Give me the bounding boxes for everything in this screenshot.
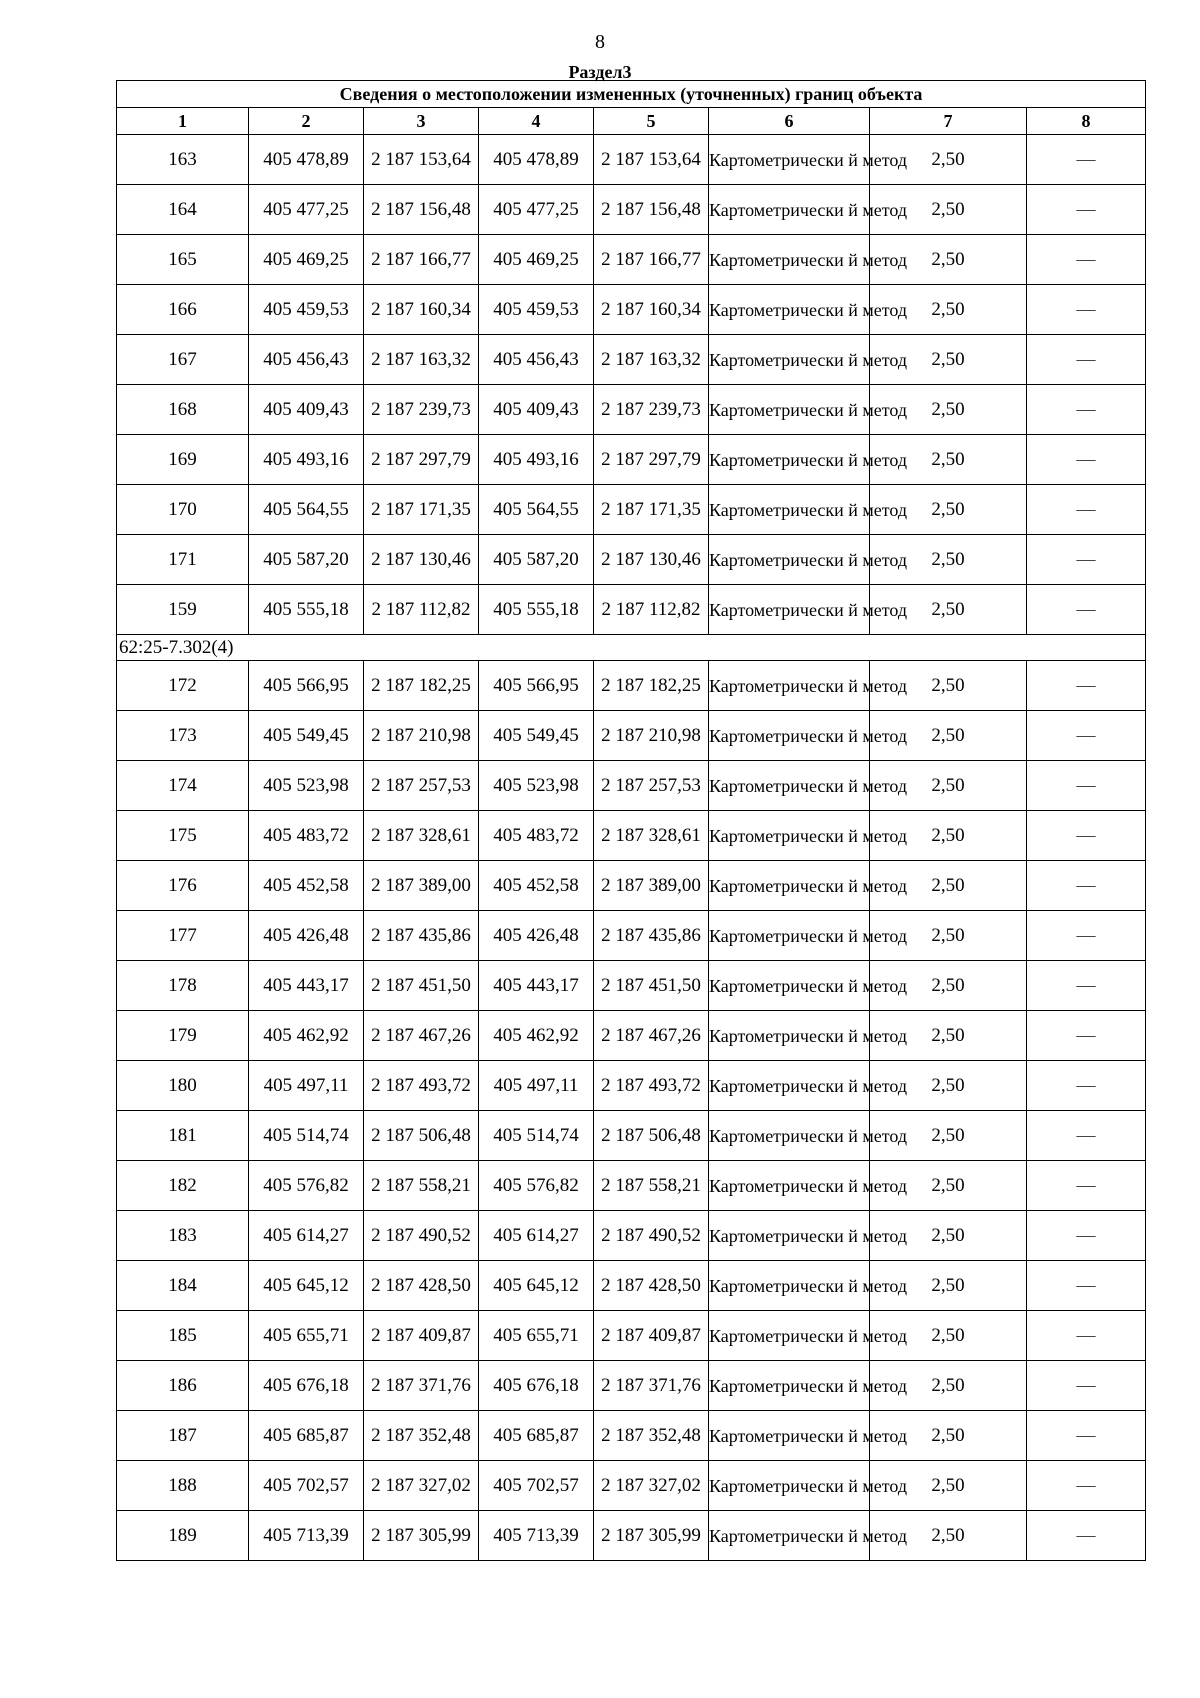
table-cell: Картометрически й метод <box>709 861 870 911</box>
table-row <box>117 761 1146 811</box>
table-cell: 180 <box>117 1061 249 1111</box>
table-cell: 173 <box>117 711 249 761</box>
table-cell: 2 187 506,48 <box>594 1111 709 1161</box>
table-cell: 2 187 327,02 <box>364 1461 479 1511</box>
table-cell: — <box>1027 1511 1146 1561</box>
table-cell: 405 614,27 <box>479 1211 594 1261</box>
table-cell: — <box>1027 135 1146 185</box>
table-cell: 405 555,18 <box>249 585 364 635</box>
table-cell: 405 497,11 <box>249 1061 364 1111</box>
table-cell: 2 187 328,61 <box>364 811 479 861</box>
table-cell: 405 469,25 <box>249 235 364 285</box>
table-cell: Картометрически й метод <box>709 811 870 861</box>
table-cell: — <box>1027 911 1146 961</box>
table-cell: 405 549,45 <box>249 711 364 761</box>
table-cell: 2 187 493,72 <box>594 1061 709 1111</box>
table-cell: 405 566,95 <box>249 661 364 711</box>
table-row <box>117 661 1146 711</box>
table-cell: — <box>1027 811 1146 861</box>
table-cell: — <box>1027 711 1146 761</box>
table-cell: 2,50 <box>870 335 1027 385</box>
table-cell: 2 187 558,21 <box>594 1161 709 1211</box>
table-cell: 2 187 467,26 <box>594 1011 709 1061</box>
column-header: 8 <box>1027 108 1146 135</box>
column-header: 2 <box>249 108 364 135</box>
table-row <box>117 1511 1146 1561</box>
table-cell: 2 187 239,73 <box>364 385 479 435</box>
table-cell: 2 187 558,21 <box>364 1161 479 1211</box>
table-cell: Картометрически й метод <box>709 1411 870 1461</box>
group-label: 62:25-7.302(4) <box>117 635 1146 661</box>
table-cell: — <box>1027 1211 1146 1261</box>
table-cell: 2 187 490,52 <box>594 1211 709 1261</box>
table-cell: Картометрически й метод <box>709 185 870 235</box>
table-cell: 175 <box>117 811 249 861</box>
table-cell: 172 <box>117 661 249 711</box>
table-cell: 2 187 371,76 <box>364 1361 479 1411</box>
table-cell: — <box>1027 1261 1146 1311</box>
table-cell: 2 187 130,46 <box>594 535 709 585</box>
table-cell: 2 187 239,73 <box>594 385 709 435</box>
table-cell: 170 <box>117 485 249 535</box>
table-cell: — <box>1027 1111 1146 1161</box>
table-cell: 2 187 305,99 <box>594 1511 709 1561</box>
table-cell: Картометрически й метод <box>709 385 870 435</box>
table-cell: 2,50 <box>870 535 1027 585</box>
table-cell: — <box>1027 1061 1146 1111</box>
table-cell: 2,50 <box>870 1161 1027 1211</box>
table-cell: 2,50 <box>870 911 1027 961</box>
table-cell: 405 426,48 <box>479 911 594 961</box>
table-row <box>117 1061 1146 1111</box>
table-cell: 405 587,20 <box>479 535 594 585</box>
table-cell: 405 409,43 <box>249 385 364 435</box>
table-cell: 2,50 <box>870 811 1027 861</box>
table-body <box>117 135 1146 1561</box>
table-cell: 405 523,98 <box>479 761 594 811</box>
table-cell: 2 187 171,35 <box>594 485 709 535</box>
table-cell: — <box>1027 961 1146 1011</box>
table-cell: 405 655,71 <box>249 1311 364 1361</box>
table-cell: 2 187 506,48 <box>364 1111 479 1161</box>
table-row <box>117 185 1146 235</box>
table-cell: 405 523,98 <box>249 761 364 811</box>
table-cell: 405 514,74 <box>249 1111 364 1161</box>
table-cell: Картометрически й метод <box>709 1161 870 1211</box>
table-row <box>117 1411 1146 1461</box>
table-cell: 167 <box>117 335 249 385</box>
column-header: 5 <box>594 108 709 135</box>
table-cell: 163 <box>117 135 249 185</box>
column-header: 4 <box>479 108 594 135</box>
table-cell: 2 187 160,34 <box>594 285 709 335</box>
table-cell: 2 187 409,87 <box>594 1311 709 1361</box>
table-cell: 405 462,92 <box>479 1011 594 1061</box>
table-cell: 405 555,18 <box>479 585 594 635</box>
table-row <box>117 1011 1146 1061</box>
table-cell: Картометрически й метод <box>709 485 870 535</box>
table-cell: 405 456,43 <box>479 335 594 385</box>
table-cell: 2 187 490,52 <box>364 1211 479 1261</box>
table-row <box>117 435 1146 485</box>
table-cell: Картометрически й метод <box>709 911 870 961</box>
table-cell: 405 713,39 <box>249 1511 364 1561</box>
table-row <box>117 1111 1146 1161</box>
table-cell: 177 <box>117 911 249 961</box>
column-header: 6 <box>709 108 870 135</box>
table-cell: — <box>1027 435 1146 485</box>
table-cell: 405 452,58 <box>249 861 364 911</box>
table-cell: 2,50 <box>870 185 1027 235</box>
table-cell: Картометрически й метод <box>709 1111 870 1161</box>
table-cell: 405 452,58 <box>479 861 594 911</box>
table-cell: 2 187 389,00 <box>364 861 479 911</box>
table-cell: 2,50 <box>870 235 1027 285</box>
table-cell: 2 187 156,48 <box>594 185 709 235</box>
table-cell: 169 <box>117 435 249 485</box>
table-cell: 186 <box>117 1361 249 1411</box>
table-cell: — <box>1027 485 1146 535</box>
table-cell: 405 587,20 <box>249 535 364 585</box>
table-cell: 405 564,55 <box>249 485 364 535</box>
table-cell: 2,50 <box>870 1111 1027 1161</box>
table-cell: 405 493,16 <box>479 435 594 485</box>
table-cell: 405 564,55 <box>479 485 594 535</box>
table-cell: Картометрически й метод <box>709 435 870 485</box>
table-cell: 405 576,82 <box>249 1161 364 1211</box>
table-cell: — <box>1027 1461 1146 1511</box>
table-cell: 176 <box>117 861 249 911</box>
table-cell: 405 409,43 <box>479 385 594 435</box>
table-cell: 2,50 <box>870 1461 1027 1511</box>
table-cell: 2 187 182,25 <box>594 661 709 711</box>
table-cell: 405 478,89 <box>479 135 594 185</box>
table-cell: 2,50 <box>870 1061 1027 1111</box>
table-cell: Картометрически й метод <box>709 135 870 185</box>
table-cell: 405 713,39 <box>479 1511 594 1561</box>
table-cell: Картометрически й метод <box>709 1511 870 1561</box>
table-cell: 2 187 166,77 <box>364 235 479 285</box>
table-cell: 2 187 297,79 <box>594 435 709 485</box>
table-cell: 405 614,27 <box>249 1211 364 1261</box>
table-cell: 405 645,12 <box>249 1261 364 1311</box>
table-cell: 2 187 112,82 <box>364 585 479 635</box>
table-cell: — <box>1027 335 1146 385</box>
table-cell: 405 685,87 <box>249 1411 364 1461</box>
table-row <box>117 235 1146 285</box>
table-cell: 2 187 166,77 <box>594 235 709 285</box>
table-cell: 405 462,92 <box>249 1011 364 1061</box>
table-caption-row <box>117 81 1146 108</box>
table-cell: Картометрически й метод <box>709 335 870 385</box>
table-row <box>117 585 1146 635</box>
table-cell: 2 187 153,64 <box>364 135 479 185</box>
table-cell: 405 443,17 <box>249 961 364 1011</box>
table-cell: 405 426,48 <box>249 911 364 961</box>
table-cell: — <box>1027 661 1146 711</box>
table-cell: 159 <box>117 585 249 635</box>
table-cell: 405 645,12 <box>479 1261 594 1311</box>
table-cell: 405 702,57 <box>249 1461 364 1511</box>
table-cell: 189 <box>117 1511 249 1561</box>
table-cell: — <box>1027 185 1146 235</box>
table-cell: 2,50 <box>870 1411 1027 1461</box>
table-row <box>117 535 1146 585</box>
coordinates-table <box>116 80 1146 1561</box>
table-cell: 2,50 <box>870 135 1027 185</box>
table-cell: 405 469,25 <box>479 235 594 285</box>
table-cell: 178 <box>117 961 249 1011</box>
table-row <box>117 711 1146 761</box>
section-title: Раздел3 <box>568 62 632 82</box>
table-cell: 164 <box>117 185 249 235</box>
table-cell: 2 187 112,82 <box>594 585 709 635</box>
table-cell: 187 <box>117 1411 249 1461</box>
table-cell: 405 549,45 <box>479 711 594 761</box>
table-cell: 2 187 352,48 <box>364 1411 479 1461</box>
table-cell: 181 <box>117 1111 249 1161</box>
table-row <box>117 135 1146 185</box>
table-cell: 405 483,72 <box>479 811 594 861</box>
table-cell: 2 187 352,48 <box>594 1411 709 1461</box>
table-cell: — <box>1027 235 1146 285</box>
table-row <box>117 335 1146 385</box>
table-cell: 2 187 257,53 <box>364 761 479 811</box>
table-cell: Картометрически й метод <box>709 711 870 761</box>
table-cell: — <box>1027 585 1146 635</box>
table-cell: Картометрически й метод <box>709 1061 870 1111</box>
table-cell: 2 187 451,50 <box>364 961 479 1011</box>
table-cell: 179 <box>117 1011 249 1061</box>
table-cell: 405 497,11 <box>479 1061 594 1111</box>
table-cell: 2 187 327,02 <box>594 1461 709 1511</box>
table-cell: 405 576,82 <box>479 1161 594 1211</box>
table-cell: 405 477,25 <box>479 185 594 235</box>
table-cell: 165 <box>117 235 249 285</box>
table-cell: 2 187 163,32 <box>594 335 709 385</box>
table-cell: — <box>1027 1361 1146 1411</box>
table-cell: 405 676,18 <box>249 1361 364 1411</box>
table-cell: 405 443,17 <box>479 961 594 1011</box>
table-cell: 2,50 <box>870 961 1027 1011</box>
table-cell: 405 655,71 <box>479 1311 594 1361</box>
table-cell: — <box>1027 1011 1146 1061</box>
table-cell: Картометрически й метод <box>709 661 870 711</box>
table-cell: 405 459,53 <box>249 285 364 335</box>
table-cell: 2,50 <box>870 1361 1027 1411</box>
table-cell: 2 187 435,86 <box>364 911 479 961</box>
table-cell: Картометрически й метод <box>709 761 870 811</box>
table-cell: 2,50 <box>870 1511 1027 1561</box>
table-cell: 405 459,53 <box>479 285 594 335</box>
table-cell: 2,50 <box>870 485 1027 535</box>
table-cell: 2,50 <box>870 1311 1027 1361</box>
table-cell: 2 187 153,64 <box>594 135 709 185</box>
table-row <box>117 385 1146 435</box>
table-row <box>117 1211 1146 1261</box>
table-cell: 2 187 130,46 <box>364 535 479 585</box>
table-cell: Картометрически й метод <box>709 1011 870 1061</box>
table-cell: Картометрически й метод <box>709 285 870 335</box>
table-cell: 2,50 <box>870 861 1027 911</box>
table-cell: 2 187 493,72 <box>364 1061 479 1111</box>
table-cell: 2 187 328,61 <box>594 811 709 861</box>
table-cell: Картометрически й метод <box>709 535 870 585</box>
table-cell: — <box>1027 285 1146 335</box>
page-number: 8 <box>595 31 605 53</box>
table-row <box>117 1461 1146 1511</box>
table-cell: 2,50 <box>870 761 1027 811</box>
table-cell: 2 187 467,26 <box>364 1011 479 1061</box>
table-cell: — <box>1027 861 1146 911</box>
table-cell: 2,50 <box>870 285 1027 335</box>
table-cell: Картометрически й метод <box>709 1311 870 1361</box>
table-cell: 2 187 428,50 <box>364 1261 479 1311</box>
table-row <box>117 1161 1146 1211</box>
table-cell: Картометрически й метод <box>709 1211 870 1261</box>
table-cell: 2 187 171,35 <box>364 485 479 535</box>
table-cell: 2 187 305,99 <box>364 1511 479 1561</box>
table-cell: 2 187 163,32 <box>364 335 479 385</box>
table-cell: — <box>1027 535 1146 585</box>
table-cell: 2 187 182,25 <box>364 661 479 711</box>
column-header: 7 <box>870 108 1027 135</box>
table-cell: 405 477,25 <box>249 185 364 235</box>
table-cell: 185 <box>117 1311 249 1361</box>
table-cell: 2 187 156,48 <box>364 185 479 235</box>
table-cell: Картометрически й метод <box>709 585 870 635</box>
table-cell: — <box>1027 761 1146 811</box>
table-cell: 405 685,87 <box>479 1411 594 1461</box>
table-cell: 2,50 <box>870 661 1027 711</box>
table-row <box>117 1261 1146 1311</box>
table-cell: 166 <box>117 285 249 335</box>
table-cell: 168 <box>117 385 249 435</box>
table-cell: 183 <box>117 1211 249 1261</box>
table-cell: 405 456,43 <box>249 335 364 385</box>
column-header: 1 <box>117 108 249 135</box>
table-cell: 2,50 <box>870 385 1027 435</box>
table-row <box>117 961 1146 1011</box>
table-row <box>117 911 1146 961</box>
table-cell: — <box>1027 385 1146 435</box>
table-cell: 2 187 210,98 <box>594 711 709 761</box>
table-cell: — <box>1027 1161 1146 1211</box>
table-cell: 2,50 <box>870 711 1027 761</box>
table-row <box>117 1311 1146 1361</box>
table-cell: — <box>1027 1411 1146 1461</box>
table-row <box>117 285 1146 335</box>
table-cell: Картометрически й метод <box>709 235 870 285</box>
table-cell: 2 187 297,79 <box>364 435 479 485</box>
table-cell: 2 187 257,53 <box>594 761 709 811</box>
table-cell: Картометрически й метод <box>709 1361 870 1411</box>
table-group-row <box>117 635 1146 661</box>
table-cell: Картометрически й метод <box>709 1461 870 1511</box>
table-cell: 182 <box>117 1161 249 1211</box>
table-cell: 405 702,57 <box>479 1461 594 1511</box>
table-cell: 188 <box>117 1461 249 1511</box>
table-cell: 2 187 435,86 <box>594 911 709 961</box>
table-cell: 2,50 <box>870 1211 1027 1261</box>
table-cell: Картометрически й метод <box>709 1261 870 1311</box>
table-cell: 405 493,16 <box>249 435 364 485</box>
table-cell: 405 566,95 <box>479 661 594 711</box>
table-cell: 2,50 <box>870 1011 1027 1061</box>
table-cell: 2 187 210,98 <box>364 711 479 761</box>
table-header-row <box>117 108 1146 135</box>
table-cell: 2,50 <box>870 435 1027 485</box>
table-cell: 2 187 389,00 <box>594 861 709 911</box>
table-cell: 2,50 <box>870 585 1027 635</box>
table-cell: — <box>1027 1311 1146 1361</box>
table-row <box>117 485 1146 535</box>
table-cell: 2,50 <box>870 1261 1027 1311</box>
table-cell: 2 187 371,76 <box>594 1361 709 1411</box>
table-cell: 405 514,74 <box>479 1111 594 1161</box>
table-cell: 2 187 451,50 <box>594 961 709 1011</box>
table-row <box>117 1361 1146 1411</box>
table-cell: 2 187 428,50 <box>594 1261 709 1311</box>
table-cell: 405 478,89 <box>249 135 364 185</box>
table-cell: 405 483,72 <box>249 811 364 861</box>
table-cell: Картометрически й метод <box>709 961 870 1011</box>
table-cell: 174 <box>117 761 249 811</box>
column-header: 3 <box>364 108 479 135</box>
table-cell: 171 <box>117 535 249 585</box>
table-cell: 2 187 409,87 <box>364 1311 479 1361</box>
table-caption: Сведения о местоположении измененных (уточненных) границ объекта <box>117 81 1146 108</box>
table-cell: 405 676,18 <box>479 1361 594 1411</box>
table-row <box>117 811 1146 861</box>
table-row <box>117 861 1146 911</box>
table-cell: 184 <box>117 1261 249 1311</box>
table-cell: 2 187 160,34 <box>364 285 479 335</box>
